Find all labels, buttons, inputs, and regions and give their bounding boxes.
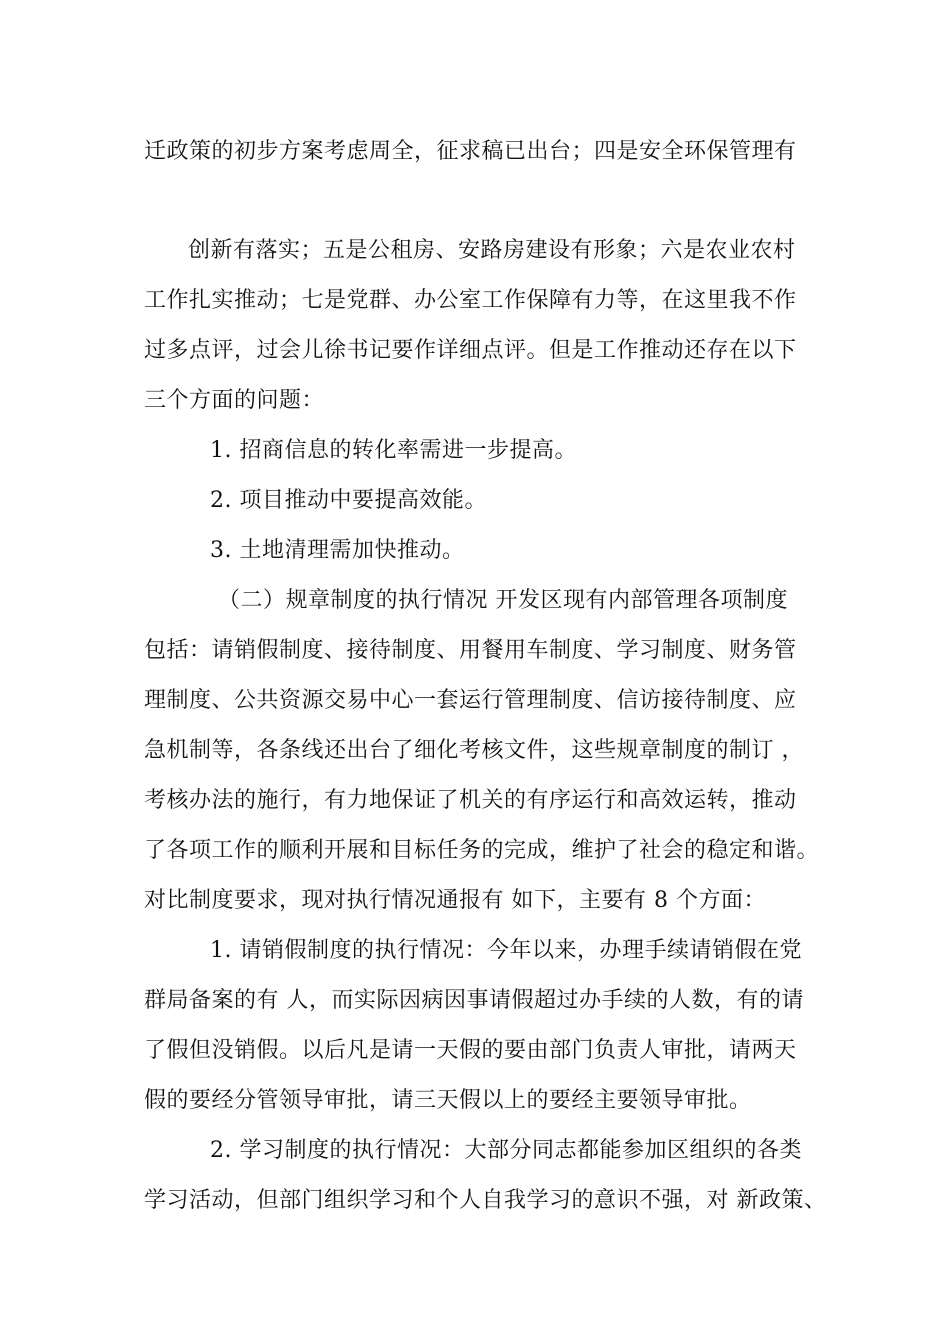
- text-line: 过多点评，过会儿徐书记要作详细点评。但是工作推动还存在以下: [144, 338, 797, 363]
- list-item: 3. 土地清理需加快推动。: [210, 538, 465, 563]
- text-line: 工作扎实推动；七是党群、办公室工作保障有力等，在这里我不作: [144, 288, 797, 313]
- text-line: 急机制等，各条线还出台了细化考核文件，这些规章制度的制订 ，: [144, 738, 804, 763]
- text-line: 了假但没销假。以后凡是请一天假的要由部门负责人审批，请两天: [144, 1038, 797, 1063]
- text-line: 理制度、公共资源交易中心一套运行管理制度、信访接待制度、应: [144, 688, 797, 713]
- text-line: 假的要经分管领导审批，请三天假以上的要经主要领导审批。: [144, 1088, 752, 1113]
- list-item: 2. 学习制度的执行情况：大部分同志都能参加区组织的各类: [210, 1138, 802, 1163]
- list-item: 2. 项目推动中要提高效能。: [210, 488, 487, 513]
- text-line: 包括：请销假制度、接待制度、用餐用车制度、学习制度、财务管: [144, 638, 797, 663]
- text-line: 群局备案的有 人，而实际因病因事请假超过办手续的人数，有的请: [144, 988, 804, 1013]
- list-item: 1. 招商信息的转化率需进一步提高。: [210, 438, 577, 463]
- text-line: 学习活动，但部门组织学习和个人自我学习的意识不强，对 新政策、: [144, 1188, 827, 1213]
- text-line: 考核办法的施行，有力地保证了机关的有序运行和高效运转，推动: [144, 788, 797, 813]
- text-line: 三个方面的问题：: [144, 388, 325, 413]
- text-line: 对比制度要求，现对执行情况通报有 如下，主要有 8 个方面：: [144, 888, 766, 913]
- text-line: 迁政策的初步方案考虑周全，征求稿已出台；四是安全环保管理有: [144, 139, 797, 164]
- list-item: 1. 请销假制度的执行情况：今年以来，办理手续请销假在党: [210, 938, 802, 963]
- text-line: 了各项工作的顺利开展和目标任务的完成，维护了社会的稳定和谐。: [144, 838, 820, 863]
- section-heading-line: （二）规章制度的执行情况 开发区现有内部管理各项制度: [218, 588, 788, 613]
- text-line: 创新有落实；五是公租房、安路房建设有形象；六是农业农村: [188, 238, 796, 263]
